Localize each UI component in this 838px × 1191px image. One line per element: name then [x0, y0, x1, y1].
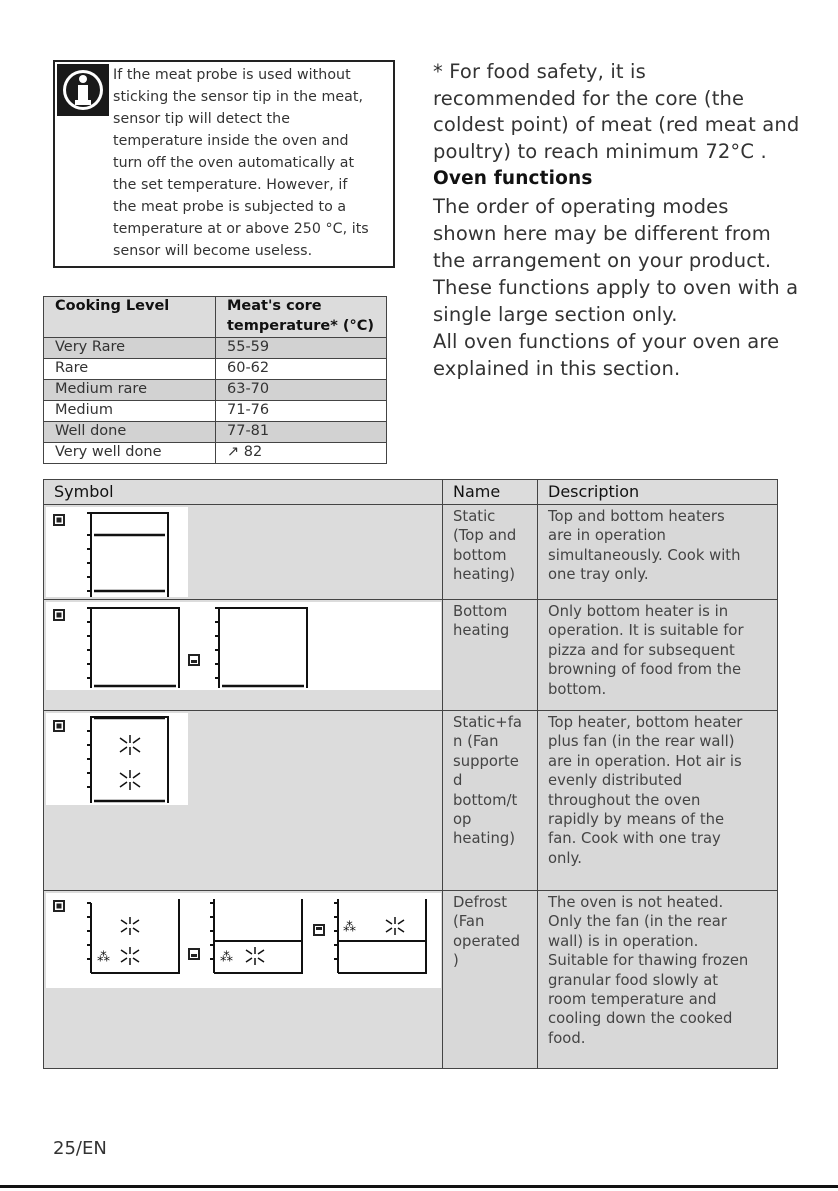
oven-functions-table	[43, 479, 778, 1069]
function-description-line: simultaneously. Cook with	[548, 546, 741, 564]
function-name-line: bottom	[453, 546, 507, 564]
header-core-temp	[216, 297, 387, 318]
core-temp-cell: 77-81	[216, 422, 387, 443]
function-name-line: (Fan	[453, 913, 485, 931]
header-description: Description	[538, 480, 778, 505]
core-temp-cell: ↗ 82	[216, 443, 387, 464]
function-description-line: Top heater, bottom heater	[548, 714, 743, 731]
function-description-cell	[538, 505, 778, 600]
function-name-line: operated	[453, 932, 520, 950]
function-description-line: browning of food from the	[548, 661, 742, 679]
function-description-line: are in operation	[548, 527, 666, 545]
function-description-line: plus fan (in the rear wall)	[548, 733, 735, 751]
function-description-line: bottom.	[548, 680, 607, 698]
function-description-line: throughout the oven	[548, 791, 701, 809]
bottom-divider	[0, 1185, 838, 1188]
defrost-icon	[44, 891, 443, 1069]
header-core-temp-line1: Meat's core	[227, 298, 322, 314]
table-row	[44, 505, 778, 600]
header-cooking-level: Cooking Level	[44, 297, 216, 338]
cooking-level-cell: Very well done	[44, 443, 216, 464]
header-core-temp-2	[216, 317, 387, 338]
section-heading: Oven functions	[433, 168, 593, 189]
core-temp-cell: 71-76	[216, 401, 387, 422]
cooking-level-cell: Medium	[44, 401, 216, 422]
bottom-heating-icon	[44, 600, 443, 711]
body-line-6: All oven functions of your oven are	[433, 330, 780, 353]
function-description-line: Top and bottom heaters	[548, 508, 725, 525]
core-temp-cell: 55-59	[216, 338, 387, 359]
cooking-level-cell: Very Rare	[44, 338, 216, 359]
body-line-7: explained in this section.	[433, 357, 681, 380]
function-description-line: Only bottom heater is in	[548, 603, 729, 620]
function-description-line: are in operation. Hot air is	[548, 752, 742, 770]
core-temperature-table	[43, 296, 387, 464]
function-name-line: heating)	[453, 830, 516, 848]
cooking-level-cell: Rare	[44, 359, 216, 380]
function-name-cell	[443, 600, 538, 711]
function-description-line: Only the fan (in the rear	[548, 913, 727, 931]
body-line-5: single large section only.	[433, 303, 678, 326]
safety-note-line-3: coldest point) of meat (red meat and	[433, 113, 800, 136]
info-icon	[57, 64, 109, 116]
function-name-line: op	[453, 811, 472, 829]
function-description-line: granular food slowly at	[548, 971, 719, 989]
body-line-3: the arrangement on your product.	[433, 249, 772, 272]
svg-text:⁂: ⁂	[97, 950, 110, 965]
table-row	[44, 711, 778, 891]
header-core-temp-line2: temperature* (°C)	[227, 318, 375, 334]
function-name-cell	[443, 891, 538, 1069]
function-description-line: wall) is in operation.	[548, 932, 699, 950]
info-line-8: temperature at or above 250 °C, its	[113, 221, 369, 237]
function-name-cell	[443, 711, 538, 891]
safety-note-line-2: recommended for the core (the	[433, 87, 745, 110]
info-line-4: temperature inside the oven and	[113, 133, 349, 149]
function-name-line: heating)	[453, 566, 516, 584]
core-temp-cell: 60-62	[216, 359, 387, 380]
header-symbol: Symbol	[44, 480, 443, 505]
symbol-cell	[44, 600, 443, 711]
header-name: Name	[443, 480, 538, 505]
page-number: 25/EN	[53, 1138, 107, 1159]
info-line-2: sticking the sensor tip in the meat,	[113, 89, 364, 105]
table-row	[44, 359, 387, 380]
table-row	[44, 380, 387, 401]
function-description-line: operation. It is suitable for	[548, 622, 744, 640]
table-row	[44, 891, 778, 1069]
function-description-line: food.	[548, 1029, 586, 1047]
info-line-1: If the meat probe is used without	[113, 67, 351, 83]
function-name-line: Static	[453, 508, 496, 525]
function-name-line: supporte	[453, 752, 519, 770]
info-line-5: turn off the oven automatically at	[113, 155, 355, 171]
core-temp-cell: 63-70	[216, 380, 387, 401]
table-row	[44, 443, 387, 464]
function-description-line: Suitable for thawing frozen	[548, 952, 749, 970]
function-name-line: d	[453, 772, 463, 790]
table-row	[44, 600, 778, 711]
function-description-line: evenly distributed	[548, 772, 683, 790]
info-line-9: sensor will become useless.	[113, 243, 313, 259]
function-description-line: rapidly by means of the	[548, 811, 725, 829]
safety-note-line-1: * For food safety, it is	[433, 60, 646, 83]
body-line-2: shown here may be different from	[433, 222, 771, 245]
body-line-4: These functions apply to oven with a	[433, 276, 799, 299]
static-fan-heating-icon	[44, 711, 443, 891]
function-name-line: Bottom	[453, 603, 508, 620]
info-line-7: the meat probe is subjected to a	[113, 199, 347, 215]
function-description-line: one tray only.	[548, 566, 649, 584]
function-name-line: Static+fa	[453, 714, 522, 731]
table-row	[44, 338, 387, 359]
function-description-line: The oven is not heated.	[548, 894, 724, 911]
info-line-6: the set temperature. However, if	[113, 177, 348, 193]
function-name-line: )	[453, 952, 459, 970]
svg-text:⁂: ⁂	[220, 950, 233, 965]
function-name-line: heating	[453, 622, 510, 640]
symbol-cell	[44, 711, 443, 891]
function-name-line: (Top and	[453, 527, 517, 545]
cooking-level-cell: Medium rare	[44, 380, 216, 401]
function-name-line: bottom/t	[453, 791, 518, 809]
symbol-cell	[44, 505, 443, 600]
function-description-line: only.	[548, 849, 582, 867]
static-heating-icon	[44, 505, 443, 600]
safety-note-line-4: poultry) to reach minimum 72°C .	[433, 140, 767, 163]
function-name-cell	[443, 505, 538, 600]
function-description-cell	[538, 891, 778, 1069]
info-note-box	[53, 60, 395, 268]
symbol-cell	[44, 891, 443, 1069]
table-row	[44, 422, 387, 443]
function-name-line: n (Fan	[453, 733, 499, 751]
svg-text:⁂: ⁂	[343, 920, 356, 935]
info-line-3: sensor tip will detect the	[113, 111, 290, 127]
function-description-line: room temperature and	[548, 991, 717, 1009]
function-description-line: cooling down the cooked	[548, 1010, 733, 1028]
function-description-cell	[538, 711, 778, 891]
function-description-line: fan. Cook with one tray	[548, 830, 721, 848]
function-description-cell	[538, 600, 778, 711]
table-row	[44, 401, 387, 422]
function-name-line: Defrost	[453, 894, 508, 911]
function-description-line: pizza and for subsequent	[548, 641, 735, 659]
cooking-level-cell: Well done	[44, 422, 216, 443]
body-line-1: The order of operating modes	[433, 195, 729, 218]
